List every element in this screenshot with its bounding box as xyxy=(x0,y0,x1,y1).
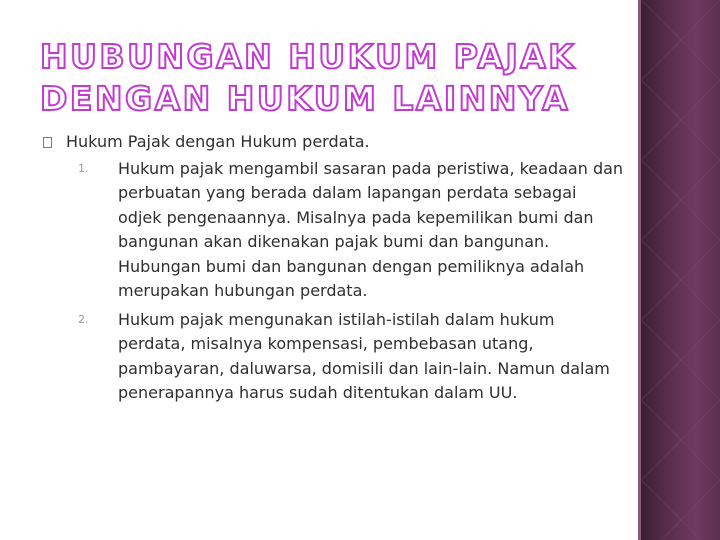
list-item-text: Hukum pajak mengambil sasaran pada peristiwa, keadaan dan perbuatan yang berada dalam lapangan perdata sebagai odjek pengenaannya. Misalnya pada kepemilikan bumi dan bangunan akan dikenakan pajak bumi dan bangunan. Hubungan bumi dan bangunan dengan pemiliknya adalah merupakan hubungan perdata. xyxy=(118,158,624,300)
slide-title: HUBUNGAN HUKUM PAJAK DENGAN HUKUM LAINNYA xyxy=(40,37,577,118)
list-number: 2. xyxy=(78,312,89,326)
decorative-band xyxy=(641,0,720,540)
diamond-pattern xyxy=(641,0,720,540)
square-bullet-icon xyxy=(43,137,52,148)
list-item-text: Hukum pajak mengunakan istilah-istilah dalam hukum perdata, misalnya kompensasi, pembebasan utang, pambayaran, daluwarsa, domisili dan lain-lain. Namun dalam penerapannya harus sudah ditentukan dalam UU. xyxy=(118,309,610,402)
bullet-item xyxy=(40,130,625,155)
slide-body xyxy=(40,130,625,410)
bullet-text: Hukum Pajak dengan Hukum perdata. xyxy=(66,132,370,151)
numbered-list xyxy=(40,157,625,406)
list-item xyxy=(40,308,625,406)
list-number: 1. xyxy=(78,161,89,175)
list-item xyxy=(40,157,625,304)
